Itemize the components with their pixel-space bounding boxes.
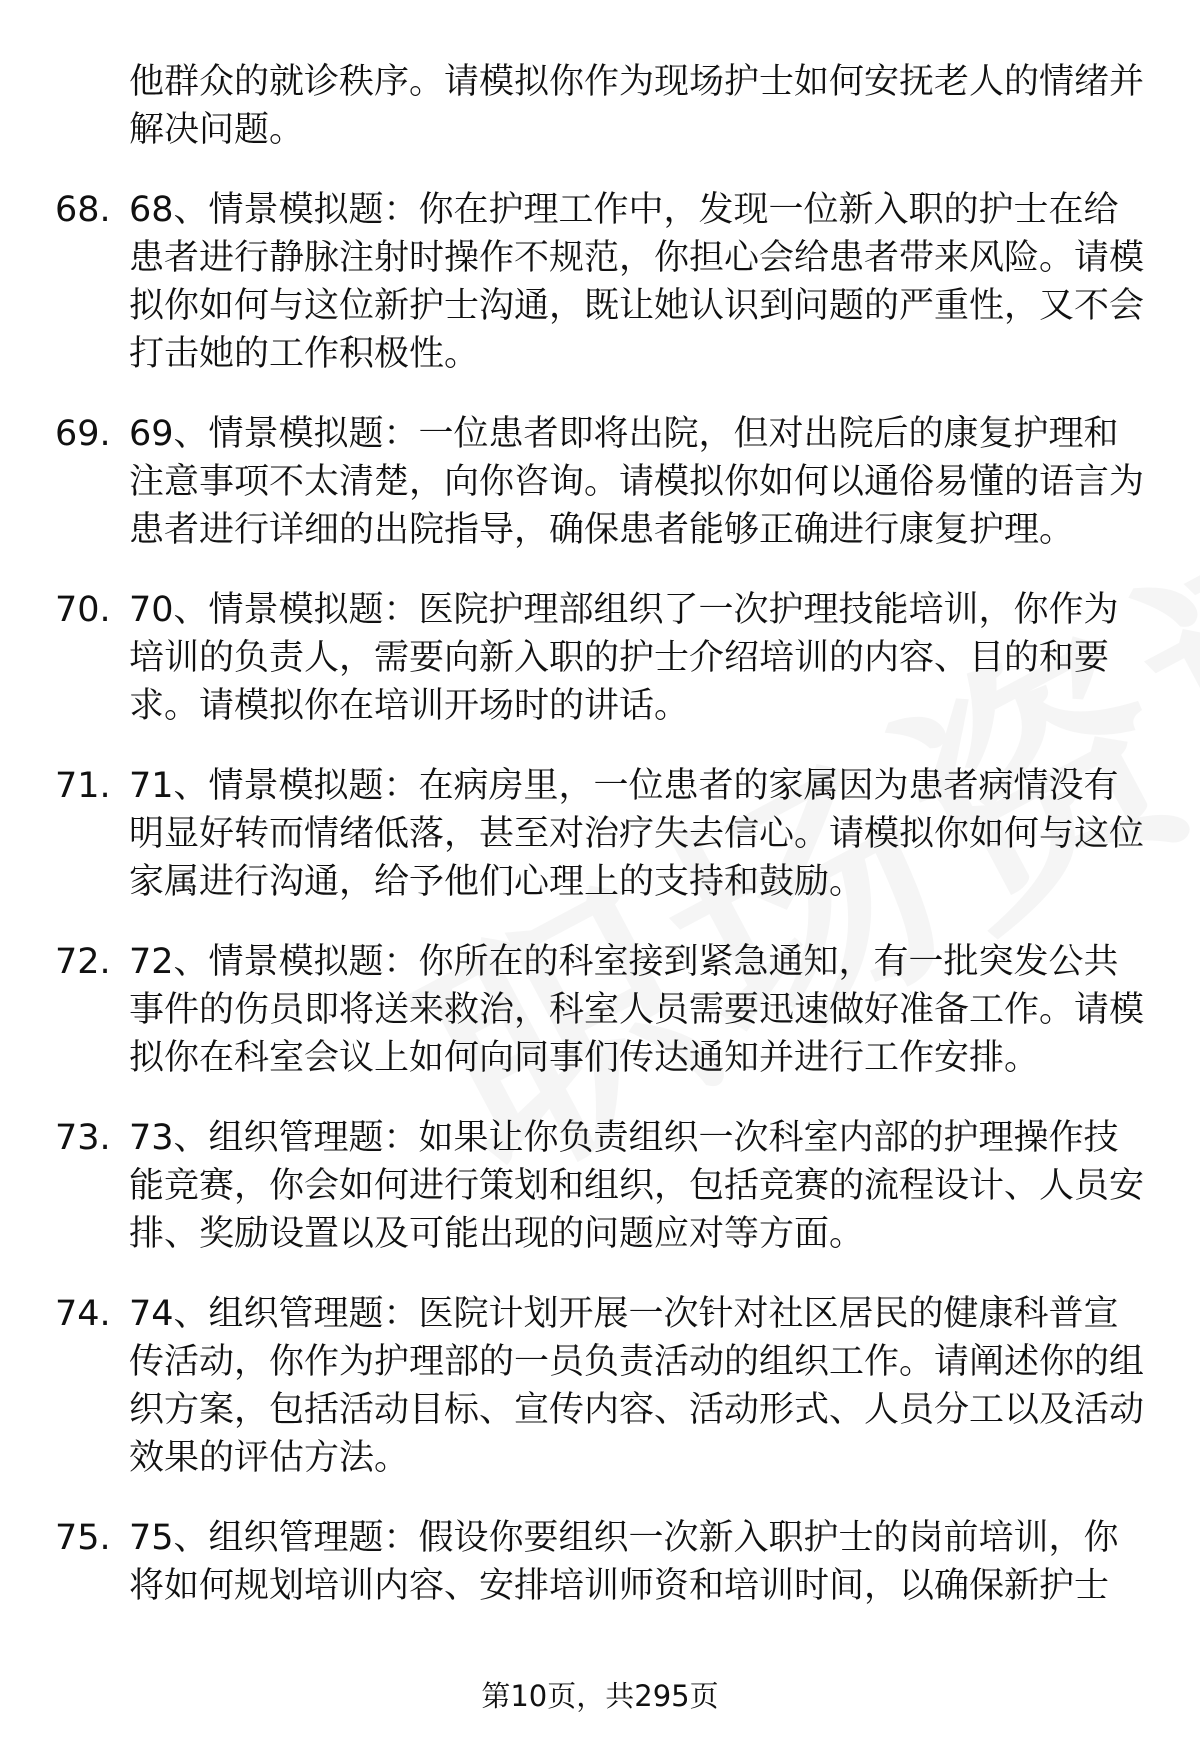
item-text: 71、情景模拟题：在病房里，一位患者的家属因为患者病情没有明显好转而情绪低落，甚至对治疗失去信心。请模拟你如何与这位家属进行沟通，给予他们心理上的支持和鼓励。 (129, 766, 1145, 902)
list-item (55, 762, 1145, 906)
question-list (55, 58, 1145, 1610)
list-item (55, 586, 1145, 730)
list-item (55, 1114, 1145, 1258)
item-number: 72. (55, 942, 111, 982)
item-text: 73、组织管理题：如果让你负责组织一次科室内部的护理操作技能竞赛，你会如何进行策划和组织，包括竞赛的流程设计、人员安排、奖励设置以及可能出现的问题应对等方面。 (129, 1118, 1145, 1254)
item-text: 75、组织管理题：假设你要组织一次新入职护士的岗前培训，你将如何规划培训内容、安排培训师资和培训时间，以确保新护士 (129, 1518, 1119, 1606)
list-item (55, 410, 1145, 554)
item-text: 68、情景模拟题：你在护理工作中，发现一位新入职的护士在给患者进行静脉注射时操作不规范，你担心会给患者带来风险。请模拟你如何与这位新护士沟通，既让她认识到问题的严重性，又不会打击她的工作积极性。 (129, 190, 1145, 374)
continuation-text: 他群众的就诊秩序。请模拟你作为现场护士如何安抚老人的情绪并解决问题。 (129, 62, 1145, 150)
list-item (55, 1290, 1145, 1482)
item-number: 73. (55, 1118, 111, 1158)
item-text: 74、组织管理题：医院计划开展一次针对社区居民的健康科普宣传活动，你作为护理部的一员负责活动的组织工作。请阐述你的组织方案，包括活动目标、宣传内容、活动形式、人员分工以及活动效果的评估方法。 (129, 1294, 1145, 1478)
item-text: 69、情景模拟题：一位患者即将出院，但对出院后的康复护理和注意事项不太清楚，向你咨询。请模拟你如何以通俗易懂的语言为患者进行详细的出院指导，确保患者能够正确进行康复护理。 (129, 414, 1145, 550)
item-number: 69. (55, 414, 111, 454)
page-footer: 第10页，共295页 (481, 1679, 719, 1713)
item-text: 72、情景模拟题：你所在的科室接到紧急通知，有一批突发公共事件的伤员即将送来救治，科室人员需要迅速做好准备工作。请模拟你在科室会议上如何向同事们传达通知并进行工作安排。 (129, 942, 1145, 1078)
item-number: 74. (55, 1294, 111, 1334)
list-item (55, 938, 1145, 1082)
item-number: 71. (55, 766, 111, 806)
list-item (55, 186, 1145, 378)
item-text: 70、情景模拟题：医院护理部组织了一次护理技能培训，你作为培训的负责人，需要向新入职的护士介绍培训的内容、目的和要求。请模拟你在培训开场时的讲话。 (129, 590, 1119, 726)
item-number: 75. (55, 1518, 111, 1558)
item-number: 70. (55, 590, 111, 630)
list-item (55, 1514, 1145, 1610)
item-number: 68. (55, 190, 111, 230)
